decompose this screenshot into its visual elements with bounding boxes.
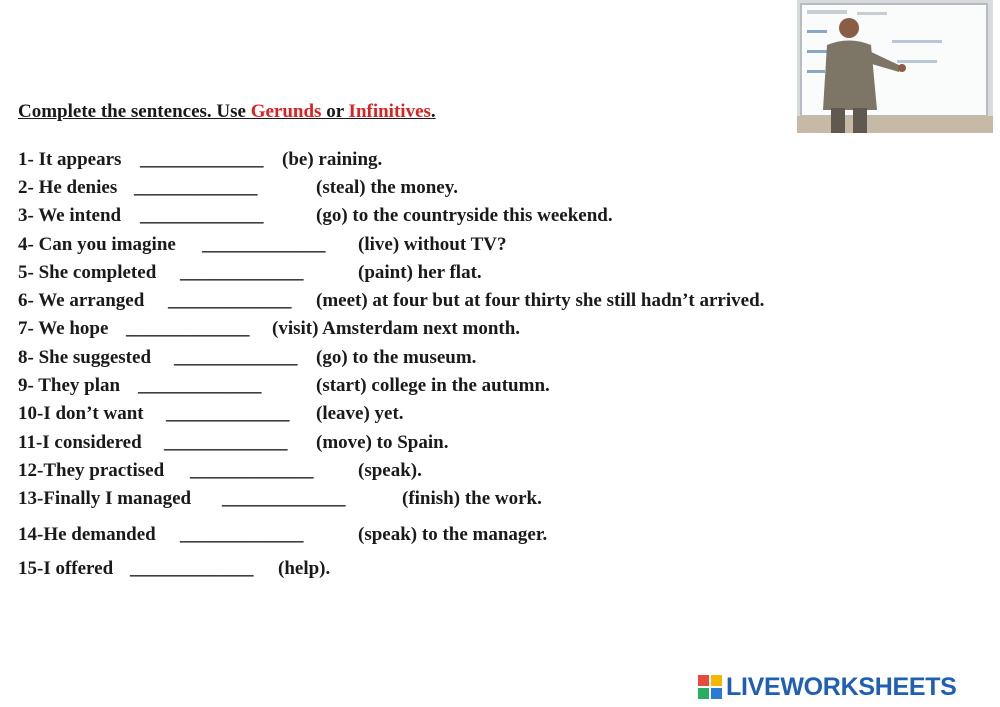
sentence-lead: 12-They practised (18, 460, 165, 481)
answer-blank[interactable]: _____________ (190, 460, 314, 481)
answer-blank[interactable]: _____________ (140, 149, 264, 170)
sentence-rest: (be) raining. (282, 149, 383, 170)
sentence-rest: (help). (278, 558, 331, 579)
liveworksheets-wordmark: LIVEWORKSHEETS (726, 672, 957, 701)
instruction-or: or (321, 101, 349, 122)
infinitives-highlight: Infinitives (348, 101, 431, 122)
sentence-lead: 14-He demanded (18, 524, 156, 545)
instruction-heading (18, 101, 436, 123)
sentence-lead: 13-Finally I managed (18, 488, 192, 509)
sentence-lead: 3- We intend (18, 205, 122, 226)
teacher-photo (797, 0, 993, 133)
sentence-lead: 8- She suggested (18, 347, 152, 368)
sentence-rest: (go) to the countryside this weekend. (316, 205, 613, 226)
liveworksheets-logo[interactable] (698, 672, 957, 702)
sentence-lead: 2- He denies (18, 177, 118, 198)
sentence-rest: (start) college in the autumn. (316, 375, 550, 396)
answer-blank[interactable]: _____________ (130, 558, 254, 579)
sentence-rest: (move) to Spain. (316, 432, 449, 453)
sentence-rest: (leave) yet. (316, 403, 404, 424)
sentence-lead: 11-I considered (18, 432, 142, 453)
sentence-rest: (visit) Amsterdam next month. (272, 318, 521, 339)
sentence-lead: 7- We hope (18, 318, 109, 339)
sentence-rest: (paint) her flat. (358, 262, 482, 283)
sentence-rest: (meet) at four but at four thirty she still hadn’t arrived. (316, 290, 765, 311)
answer-blank[interactable]: _____________ (180, 524, 304, 545)
answer-blank[interactable]: _____________ (134, 177, 258, 198)
answer-blank[interactable]: _____________ (202, 234, 326, 255)
sentence-lead: 15-I offered (18, 558, 114, 579)
sentence-rest: (steal) the money. (316, 177, 458, 198)
gerunds-highlight: Gerunds (250, 101, 322, 122)
sentence-rest: (go) to the museum. (316, 347, 477, 368)
sentence-rest: (finish) the work. (402, 488, 542, 509)
sentence-lead: 10-I don’t want (18, 403, 144, 424)
answer-blank[interactable]: _____________ (168, 290, 292, 311)
sentence-lead: 4- Can you imagine (18, 234, 176, 255)
answer-blank[interactable]: _____________ (164, 432, 288, 453)
teacher-at-whiteboard-illustration (797, 0, 993, 133)
answer-blank[interactable]: _____________ (140, 205, 264, 226)
answer-blank[interactable]: _____________ (126, 318, 250, 339)
answer-blank[interactable]: _____________ (174, 347, 298, 368)
sentence-rest: (speak) to the manager. (358, 524, 548, 545)
sentence-lead: 1- It appears (18, 149, 122, 170)
instruction-period: . (430, 101, 436, 122)
sentence-lead: 5- She completed (18, 262, 157, 283)
sentence-lead: 9- They plan (18, 375, 121, 396)
liveworksheets-logo-icon (698, 675, 722, 699)
instruction-text-start: Complete the sentences. Use (18, 101, 251, 122)
answer-blank[interactable]: _____________ (180, 262, 304, 283)
sentence-rest: (live) without TV? (358, 234, 507, 255)
sentence-lead: 6- We arranged (18, 290, 145, 311)
answer-blank[interactable]: _____________ (166, 403, 290, 424)
answer-blank[interactable]: _____________ (138, 375, 262, 396)
answer-blank[interactable]: _____________ (222, 488, 346, 509)
sentence-rest: (speak). (358, 460, 422, 481)
